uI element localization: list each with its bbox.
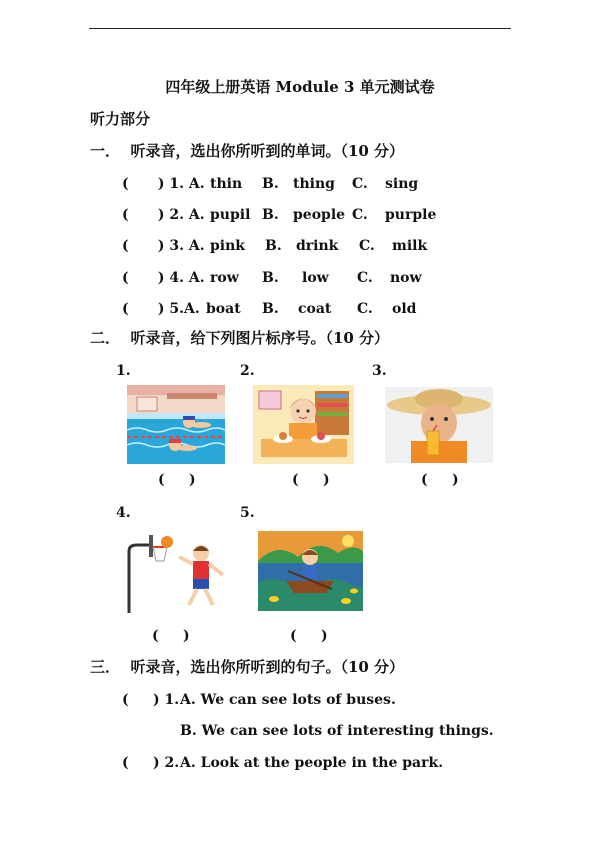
drinking-juice-picture <box>385 387 493 463</box>
word-item-2-label-b: B. <box>262 207 279 223</box>
eating-icon <box>253 385 354 464</box>
word-item-5-label-c: C. <box>357 301 373 317</box>
sentence-item-2-number[interactable]: ( ) 2. <box>122 755 180 771</box>
word-item-1-label-b: B. <box>262 176 279 192</box>
basketball-icon <box>123 531 229 615</box>
word-item-2-option-c: purple <box>385 207 437 223</box>
word-item-2-option-b: people <box>293 207 346 223</box>
picture-answer-5[interactable]: ( ) <box>290 628 328 644</box>
word-item-4-option-c: now <box>390 270 422 286</box>
word-item-3-number[interactable]: ( ) 3. A. <box>122 238 205 254</box>
rowing-boat-icon <box>258 531 363 611</box>
drinking-juice-icon <box>385 387 493 463</box>
word-item-5-number[interactable]: ( ) 5.A. <box>122 301 200 317</box>
sentence-item-1-option-b: B. We can see lots of interesting things. <box>180 723 494 739</box>
section3-heading: 三． 听录音，选出你所听到的句子。（10 分） <box>90 658 405 676</box>
word-item-5-option-c: old <box>392 301 417 317</box>
picture-number-3: 3. <box>372 363 387 379</box>
picture-number-5: 5. <box>240 505 255 521</box>
picture-answer-1[interactable]: ( ) <box>158 472 196 488</box>
word-item-4-label-b: B. <box>262 270 279 286</box>
word-item-3-label-c: C. <box>359 238 375 254</box>
word-item-4-label-c: C. <box>357 270 373 286</box>
word-item-3-option-c: milk <box>392 238 428 254</box>
word-item-4-option-a: row <box>210 270 239 286</box>
picture-number-4: 4. <box>116 505 131 521</box>
picture-answer-4[interactable]: ( ) <box>152 628 190 644</box>
word-item-3-label-b: B. <box>265 238 282 254</box>
picture-answer-3[interactable]: ( ) <box>421 472 459 488</box>
word-item-2-label-c: C. <box>352 207 368 223</box>
word-item-1-option-a: thin <box>210 176 243 192</box>
top-rule <box>89 28 511 29</box>
part-label: 听力部分 <box>90 110 151 128</box>
picture-answer-2[interactable]: ( ) <box>292 472 330 488</box>
word-item-3-option-a: pink <box>210 238 245 254</box>
eating-picture <box>253 385 354 464</box>
page-title: 四年级上册英语 Module 3 单元测试卷 <box>165 78 435 96</box>
sentence-item-1-option-a: A. We can see lots of buses. <box>180 692 396 708</box>
word-item-4-number[interactable]: ( ) 4. A. <box>122 270 205 286</box>
word-item-2-option-a: pupil <box>210 207 251 223</box>
word-item-2-number[interactable]: ( ) 2. A. <box>122 207 205 223</box>
sentence-item-1-number[interactable]: ( ) 1. <box>122 692 180 708</box>
word-item-5-label-b: B. <box>262 301 279 317</box>
word-item-1-option-b: thing <box>293 176 335 192</box>
basketball-picture <box>123 531 229 615</box>
word-item-1-label-c: C. <box>352 176 368 192</box>
word-item-4-option-b: low <box>302 270 329 286</box>
word-item-3-option-b: drink <box>296 238 339 254</box>
word-item-5-option-b: coat <box>298 301 332 317</box>
swimming-icon <box>127 385 225 464</box>
rowing-boat-picture <box>258 531 363 611</box>
picture-number-1: 1. <box>116 363 131 379</box>
swimming-picture <box>127 385 225 464</box>
word-item-5-option-a: boat <box>206 301 241 317</box>
section1-heading: 一． 听录音，选出你所听到的单词。（10 分） <box>90 142 405 160</box>
section2-heading: 二． 听录音，给下列图片标序号。（10 分） <box>90 329 390 347</box>
word-item-1-option-c: sing <box>385 176 419 192</box>
picture-number-2: 2. <box>240 363 255 379</box>
word-item-1-number[interactable]: ( ) 1. A. <box>122 176 205 192</box>
sentence-item-2-option-a: A. Look at the people in the park. <box>180 755 444 771</box>
